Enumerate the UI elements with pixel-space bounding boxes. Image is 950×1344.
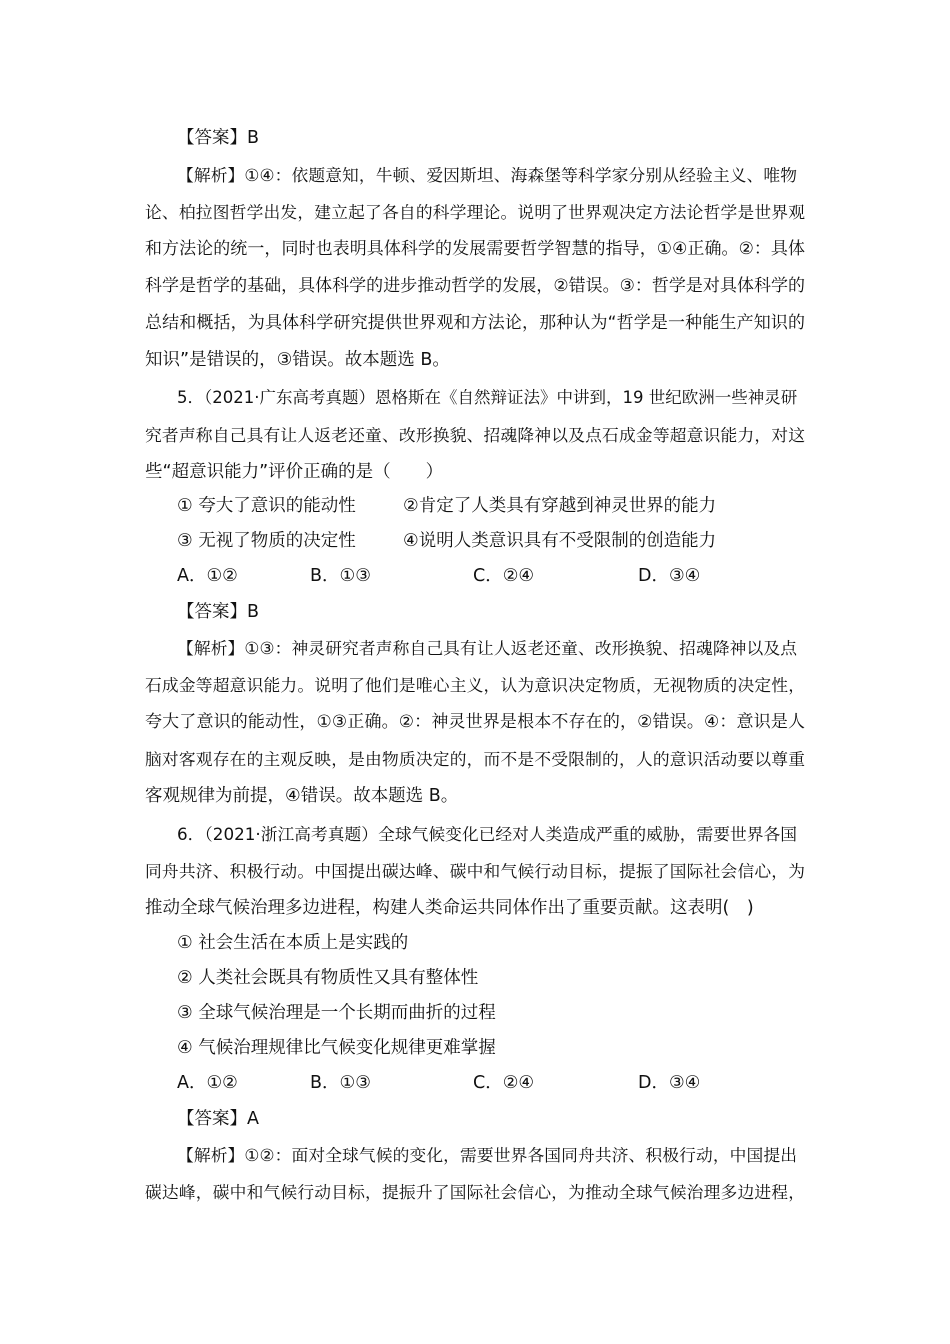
q4-answer: 【答案】B — [177, 128, 260, 148]
q5-statement: ① 夸大了意识的能动性 — [177, 496, 356, 516]
q5-stem-line: 些“超意识能力”评价正确的是（ ） — [145, 462, 444, 482]
q5-analysis-line: 脑对客观存在的主观反映，是由物质决定的，而不是不受限制的，人的意识活动要以尊重 — [145, 749, 805, 769]
q4-analysis-line: 和方法论的统一，同时也表明具体科学的发展需要哲学智慧的指导，①④正确。②：具体 — [145, 239, 805, 259]
q5-statement: ②肯定了人类具有穿越到神灵世界的能力 — [403, 496, 717, 516]
q6-answer: 【答案】A — [177, 1109, 259, 1129]
q5-statement: ③ 无视了物质的决定性 — [177, 531, 356, 551]
q4-analysis-line: 总结和概括，为具体科学研究提供世界观和方法论，那种认为“哲学是一种能生产知识的 — [145, 313, 805, 333]
q6-analysis-line: 碳达峰，碳中和气候行动目标，提振升了国际社会信心，为推动全球气候治理多边进程， — [145, 1182, 805, 1202]
q6-statement: ① 社会生活在本质上是实践的 — [177, 933, 409, 953]
q5-stem-line: 5．（2021·广东高考真题）恩格斯在《自然辩证法》中讲到，19 世纪欧洲一些神灵研 — [177, 388, 798, 407]
q5-analysis-line: 【解析】①③：神灵研究者声称自己具有让人返老还童、改形换貌、招魂降神以及点 — [177, 638, 797, 658]
q6-statement: ③ 全球气候治理是一个长期而曲折的过程 — [177, 1003, 496, 1023]
q6-statement: ② 人类社会既具有物质性又具有整体性 — [177, 968, 479, 988]
q5-choice-a: A．①② — [177, 566, 238, 586]
q6-choice-c: C．②④ — [473, 1073, 535, 1093]
q6-choices — [177, 1071, 817, 1095]
q5-answer: 【答案】B — [177, 602, 260, 622]
q5-choice-c: C．②④ — [473, 566, 535, 586]
q4-analysis-line: 知识”是错误的，③错误。故本题选 B。 — [145, 350, 450, 370]
q5-analysis-line: 石成金等超意识能力。说明了他们是唯心主义，认为意识决定物质，无视物质的决定性， — [145, 675, 805, 695]
q5-choices — [177, 564, 817, 588]
q5-statement: ④说明人类意识具有不受限制的创造能力 — [403, 531, 717, 551]
q4-analysis-line: 科学是哲学的基础，具体科学的进步推动哲学的发展，②错误。③：哲学是对具体科学的 — [145, 276, 805, 296]
q4-analysis-line: 论、柏拉图哲学出发，建立起了各自的科学理论。说明了世界观决定方法论哲学是世界观 — [145, 202, 805, 222]
q5-choice-b: B．①③ — [310, 566, 371, 586]
q5-statement-row — [177, 529, 797, 553]
q6-choice-a: A．①② — [177, 1073, 238, 1093]
q5-statement-row — [177, 494, 797, 518]
q5-choice-d: D．③④ — [638, 566, 701, 586]
q5-analysis-line: 夸大了意识的能动性，①③正确。②：神灵世界是根本不存在的，②错误。④：意识是人 — [145, 712, 805, 732]
q6-statement: ④ 气候治理规律比气候变化规律更难掌握 — [177, 1038, 496, 1058]
q6-stem-line: 6．（2021·浙江高考真题）全球气候变化已经对人类造成严重的威胁，需要世界各国 — [177, 824, 797, 844]
q6-stem-line: 推动全球气候治理多边进程，构建人类命运共同体作出了重要贡献。这表明( ) — [145, 898, 754, 918]
q6-analysis-line: 【解析】①②：面对全球气候的变化，需要世界各国同舟共济、积极行动，中国提出 — [177, 1145, 797, 1165]
q6-choice-d: D．③④ — [638, 1073, 701, 1093]
q5-analysis-line: 客观规律为前提，④错误。故本题选 B。 — [145, 786, 459, 806]
q5-stem-line: 究者声称自己具有让人返老还童、改形换貌、招魂降神以及点石成金等超意识能力，对这 — [145, 425, 805, 445]
q6-choice-b: B．①③ — [310, 1073, 371, 1093]
q6-stem-line: 同舟共济、积极行动。中国提出碳达峰、碳中和气候行动目标，提振了国际社会信心，为 — [145, 861, 805, 881]
q4-analysis-line: 【解析】①④：依题意知，牛顿、爱因斯坦、海森堡等科学家分别从经验主义、唯物 — [177, 165, 797, 185]
